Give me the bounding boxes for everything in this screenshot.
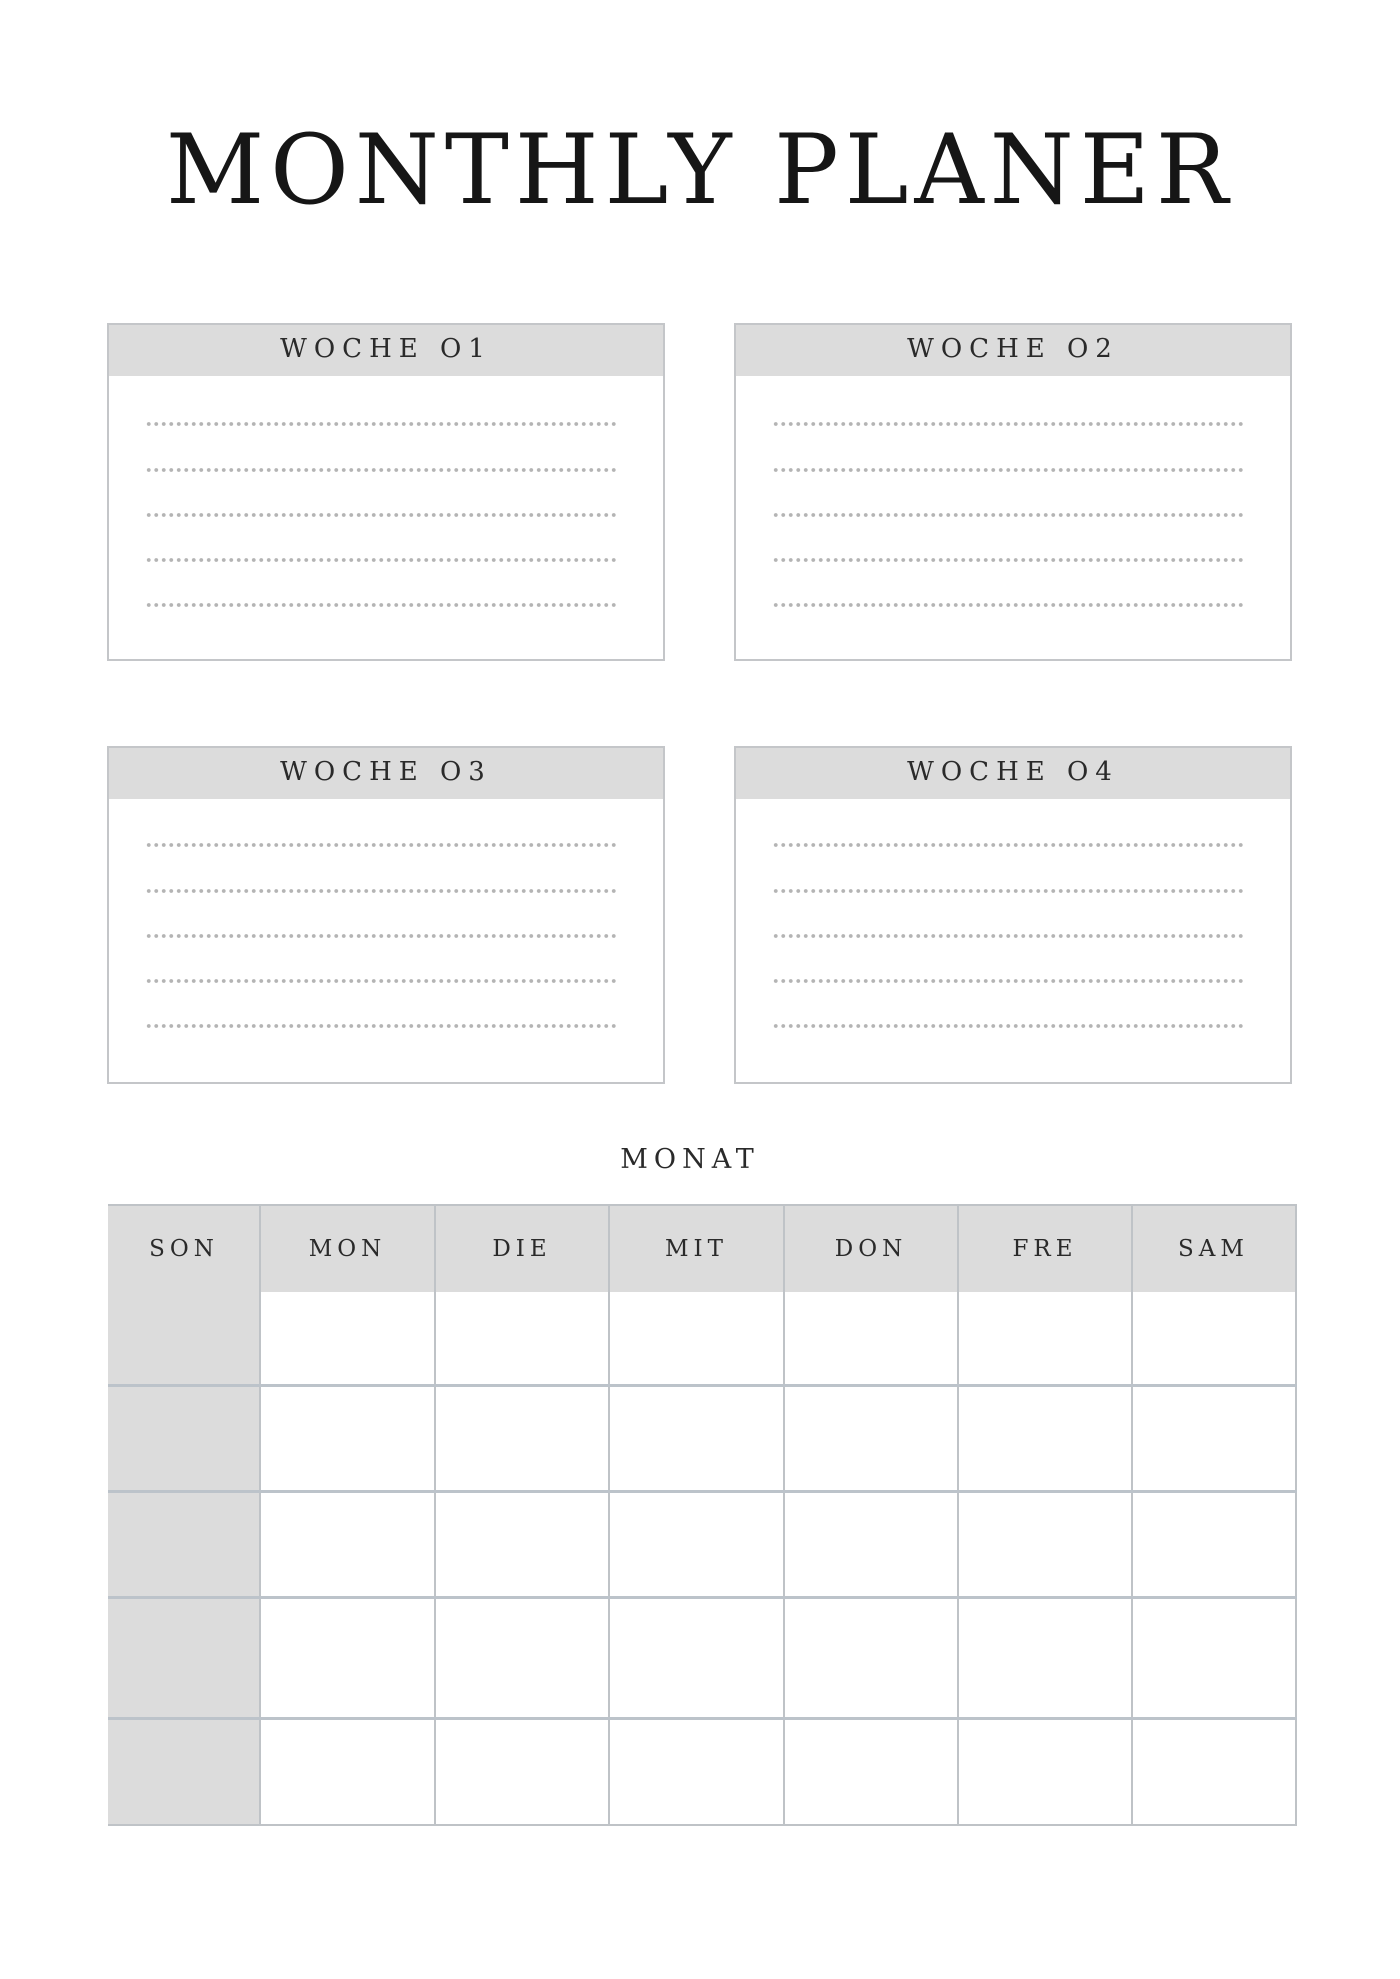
sunday-column [108, 1206, 260, 1824]
week-box-4 [734, 746, 1292, 1084]
grid-line [783, 1206, 785, 1824]
note-lines [145, 325, 617, 659]
day-header-son: SON [149, 1236, 219, 1262]
week-box-3 [107, 746, 665, 1084]
week-header: WOCHE O2 [736, 325, 1290, 376]
note-line[interactable] [145, 978, 617, 984]
grid-line [434, 1206, 436, 1824]
note-line[interactable] [772, 512, 1244, 518]
note-line[interactable] [772, 557, 1244, 563]
note-line[interactable] [145, 557, 617, 563]
day-header-fre: FRE [1012, 1236, 1078, 1262]
grid-line [108, 1490, 1297, 1493]
note-line[interactable] [772, 978, 1244, 984]
page-title: MONTHLY PLANER [165, 114, 1235, 226]
note-line[interactable] [145, 421, 617, 427]
day-header-mit: MIT [665, 1236, 728, 1262]
note-line[interactable] [145, 842, 617, 848]
note-lines [145, 748, 617, 1082]
note-line[interactable] [145, 512, 617, 518]
month-calendar [108, 1204, 1297, 1826]
day-header-sam: SAM [1178, 1236, 1249, 1262]
note-line[interactable] [145, 602, 617, 608]
grid-line [108, 1384, 1297, 1387]
day-header-mon: MON [308, 1236, 387, 1262]
day-header-don: DON [834, 1236, 908, 1262]
note-line[interactable] [772, 933, 1244, 939]
grid-line [108, 1717, 1297, 1720]
note-line[interactable] [772, 467, 1244, 473]
grid-line [608, 1206, 610, 1824]
week-header: WOCHE O4 [736, 748, 1290, 799]
week-header: WOCHE O3 [109, 748, 663, 799]
note-line[interactable] [772, 1023, 1244, 1029]
note-lines [772, 325, 1244, 659]
note-line[interactable] [145, 467, 617, 473]
grid-line [1131, 1206, 1133, 1824]
note-line[interactable] [772, 842, 1244, 848]
grid-line [108, 1596, 1297, 1599]
week-box-2 [734, 323, 1292, 661]
note-lines [772, 748, 1244, 1082]
note-line[interactable] [772, 421, 1244, 427]
grid-line [957, 1206, 959, 1824]
note-line[interactable] [772, 602, 1244, 608]
day-header-die: DIE [492, 1236, 552, 1262]
note-line[interactable] [145, 933, 617, 939]
note-line[interactable] [145, 1023, 617, 1029]
week-box-1 [107, 323, 665, 661]
month-label: MONAT [620, 1144, 760, 1175]
week-header: WOCHE O1 [109, 325, 663, 376]
note-line[interactable] [772, 888, 1244, 894]
note-line[interactable] [145, 888, 617, 894]
grid-line [259, 1206, 261, 1824]
